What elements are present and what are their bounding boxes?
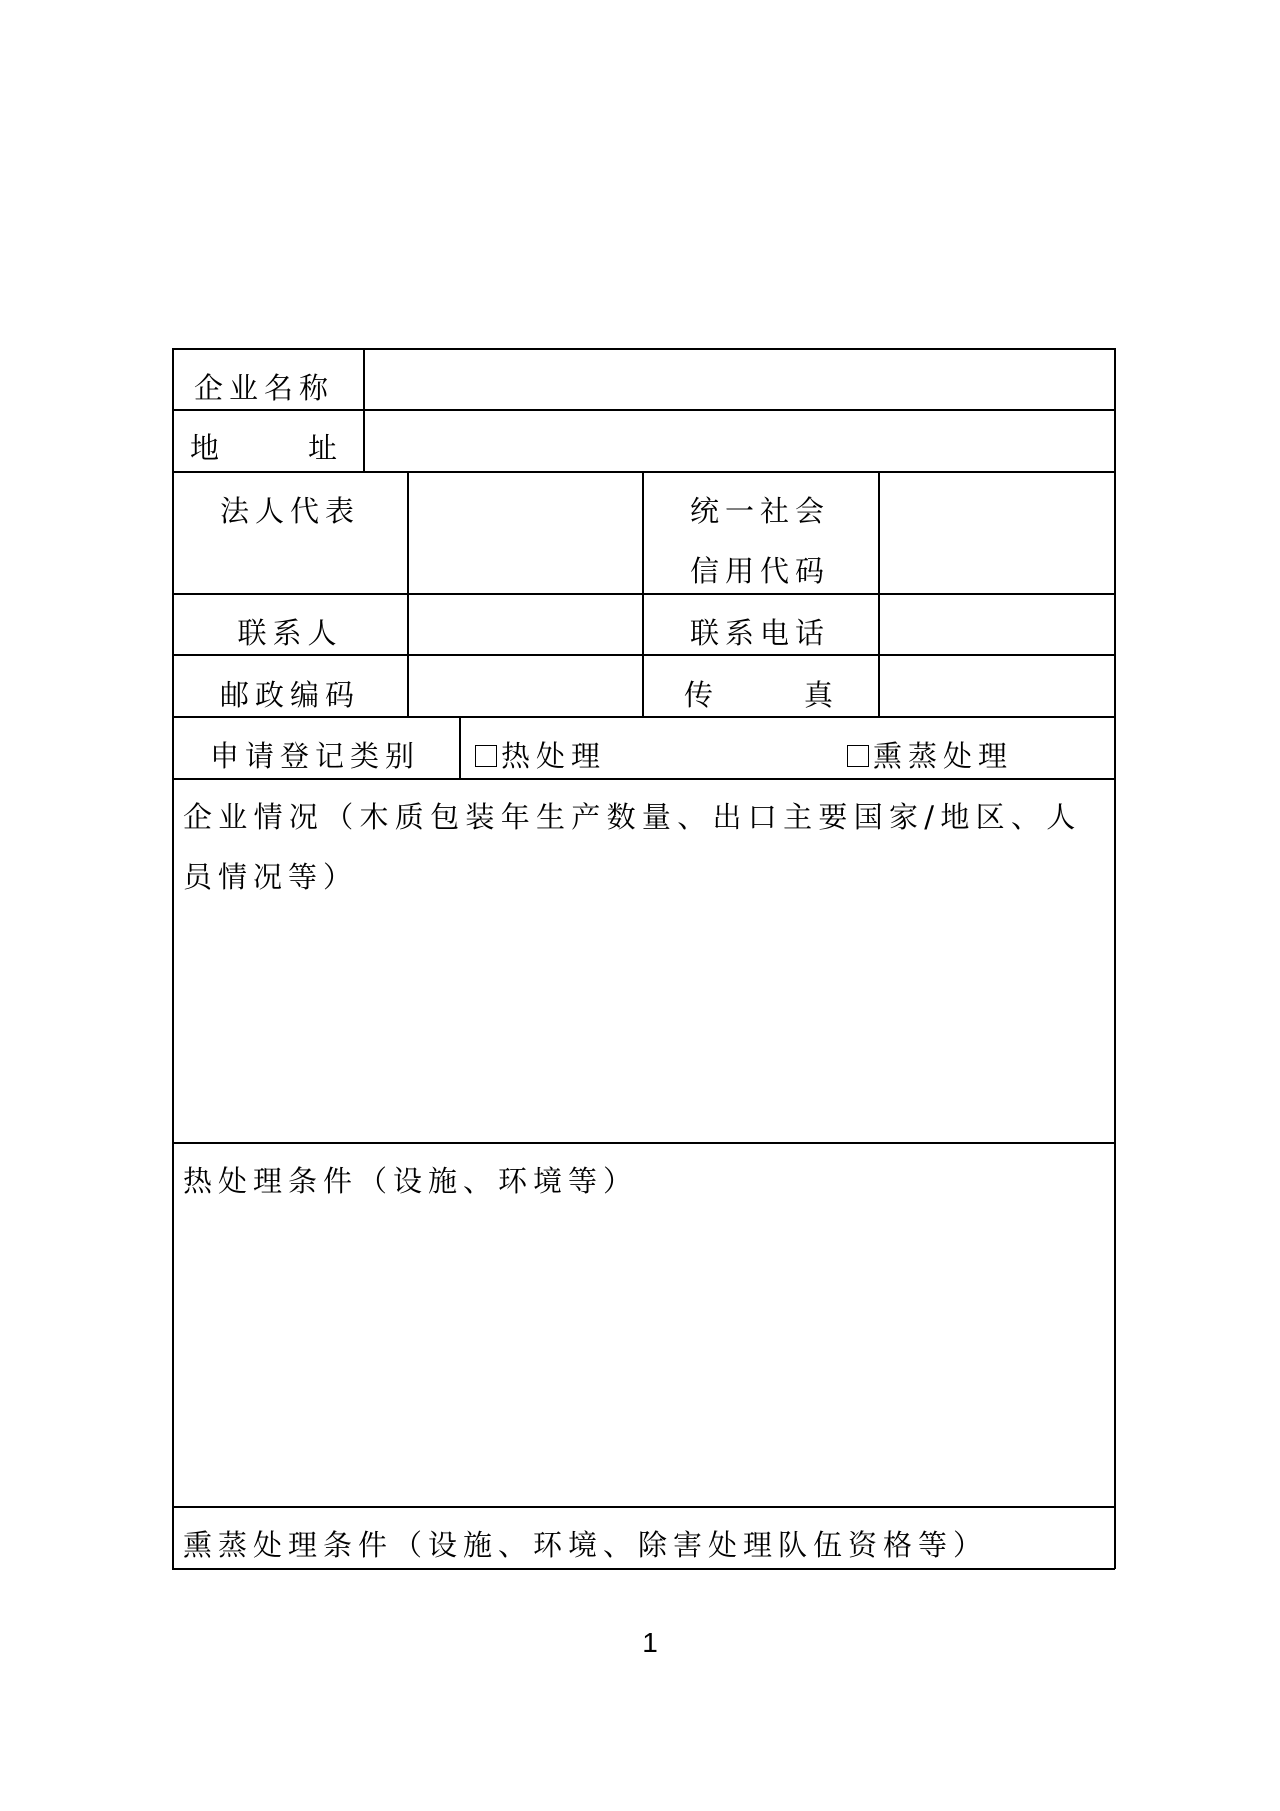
col-divider	[459, 716, 461, 778]
heat-treatment-checkbox[interactable]	[475, 745, 497, 767]
company-name-field[interactable]	[368, 352, 1108, 406]
registration-form	[172, 348, 1115, 1569]
fax-field[interactable]	[883, 658, 1109, 712]
table-border-right	[1114, 348, 1116, 1569]
table-border-bottom	[172, 1568, 1115, 1570]
fumigation-checkbox[interactable]	[847, 745, 869, 767]
postcode-label: 邮政编码	[219, 678, 361, 712]
legal-rep-label: 法人代表	[219, 494, 361, 528]
heat-treatment-option-label: 热处理	[501, 739, 607, 773]
company-info-label-line2: 员情况等）	[183, 860, 359, 894]
table-border-left	[172, 348, 174, 1569]
col-divider	[363, 348, 365, 471]
credit-code-label-line1: 统一社会	[689, 494, 831, 528]
col-divider	[407, 471, 409, 716]
heat-conditions-label: 热处理条件（设施、环境等）	[183, 1164, 639, 1198]
fax-label-2: 真	[804, 678, 840, 712]
row-divider	[172, 409, 1115, 411]
address-label: 地	[190, 431, 226, 465]
address-field[interactable]	[368, 413, 1108, 467]
company-info-label-line1: 企业情况（木质包装年生产数量、出口主要国家/地区、人	[183, 800, 1082, 834]
phone-label: 联系电话	[689, 616, 831, 650]
row-divider	[172, 716, 1115, 718]
contact-field[interactable]	[412, 597, 638, 651]
row-divider	[172, 471, 1115, 473]
company-info-field[interactable]	[178, 908, 1108, 1136]
phone-field[interactable]	[883, 597, 1109, 651]
fumigation-conditions-label: 熏蒸处理条件（设施、环境、除害处理队伍资格等）	[183, 1528, 989, 1562]
company-name-label: 企业名称	[194, 371, 335, 405]
credit-code-field[interactable]	[883, 475, 1109, 589]
address-label-2: 址	[308, 431, 344, 465]
fax-label: 传	[684, 678, 720, 712]
row-divider	[172, 1142, 1115, 1144]
contact-label: 联系人	[237, 616, 343, 650]
fumigation-option-label: 熏蒸处理	[873, 739, 1014, 773]
row-divider	[172, 778, 1115, 780]
legal-rep-field[interactable]	[412, 475, 638, 589]
col-divider	[878, 471, 880, 716]
row-divider	[172, 1506, 1115, 1508]
credit-code-label-line2: 信用代码	[689, 554, 831, 588]
col-divider	[642, 471, 644, 716]
page-number: 1	[642, 1627, 658, 1658]
heat-treatment-option[interactable]	[475, 739, 606, 773]
postcode-field[interactable]	[412, 658, 638, 712]
table-border-top	[172, 348, 1115, 350]
row-divider	[172, 654, 1115, 656]
row-divider	[172, 593, 1115, 595]
category-label: 申请登记类别	[210, 739, 421, 773]
fumigation-option[interactable]	[847, 739, 1013, 773]
heat-conditions-field[interactable]	[178, 1208, 1108, 1500]
